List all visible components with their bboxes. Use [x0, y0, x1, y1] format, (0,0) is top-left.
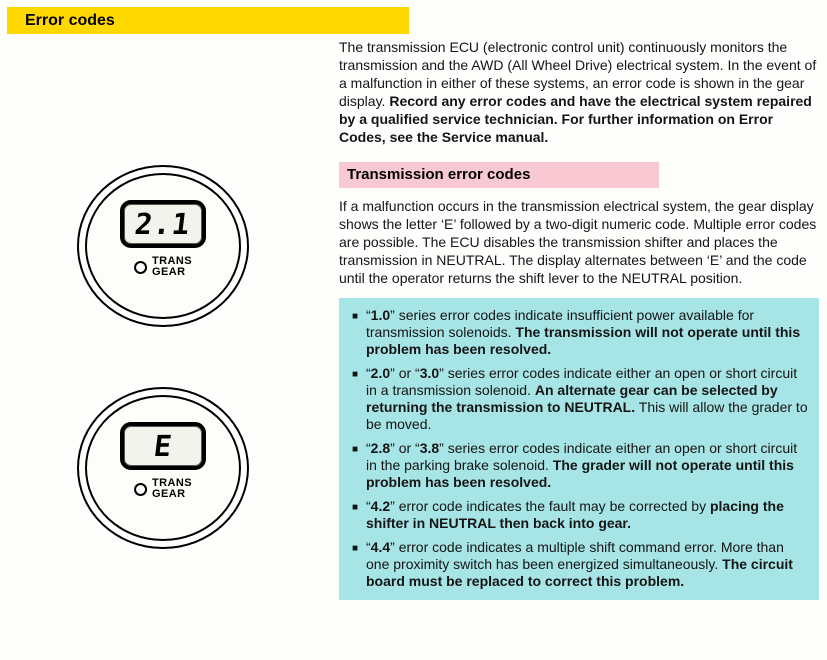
gauge-label-line1: TRANS	[152, 477, 192, 489]
lcd-digits: 2.1	[133, 207, 193, 241]
lcd-digits: E	[151, 429, 175, 463]
indicator-lamp-icon	[134, 261, 147, 274]
list-item-text: “4.4” error code indicates a multiple shift command error. More than one proximity switch has been energized simultaneously. The circuit board must be replaced to correct this problem.	[366, 539, 793, 589]
section-paragraph: If a malfunction occurs in the transmission electrical system, the gear display shows the letter ‘E’ followed by a two-digit numeric code. Multiple error codes are possible. The ECU disables the transmission shifter and places the transmission in NEUTRAL. The display alternates between ‘E’ and the code until the operator returns the shift lever to the NEUTRAL position.	[339, 198, 817, 286]
square-bullet-icon: ■	[351, 502, 359, 513]
gauge-label-line1: TRANS	[152, 255, 192, 267]
gauge-inner-ring	[85, 395, 241, 541]
gauge-outer-ring	[77, 387, 249, 549]
gauge-outer-ring	[77, 165, 249, 327]
text-column	[339, 38, 819, 600]
section-heading-transmission-error-codes: Transmission error codes	[339, 162, 659, 188]
gauge-label-line2: GEAR	[152, 266, 186, 278]
page-title: Error codes	[25, 11, 115, 29]
intro-paragraph: The transmission ECU (electronic control unit) continuously monitors the transmission and the AWD (All Wheel Drive) electrical system. In the event of a malfunction in either of these systems, an error code is shown in the gear display. Record any error codes and have the electrical system repaired by a qualified service technician. For further information on Error Codes, see the Service manual.	[339, 39, 817, 145]
gauge-label-line2: GEAR	[152, 488, 186, 500]
list-item	[344, 498, 811, 532]
list-item	[344, 307, 811, 358]
square-bullet-icon: ■	[351, 369, 359, 380]
gauge-label-row	[134, 256, 192, 278]
gauge-label	[152, 478, 192, 500]
gear-display-gauge-letter-e	[77, 387, 249, 549]
gear-display-gauge-error-code	[77, 165, 249, 327]
list-item-text: “1.0” series error codes indicate insufficient power available for transmission solenoids. The transmission will not operate until this problem has been resolved.	[366, 307, 801, 357]
list-item	[344, 440, 811, 491]
list-item-text: “2.0” or “3.0” series error codes indicate either an open or short circuit in a transmission solenoid. An alternate gear can be selected by returning the transmission to NEUTRAL. This will allow the grader to be moved.	[366, 365, 808, 432]
header-bar	[7, 7, 409, 34]
gauge-label	[152, 256, 192, 278]
square-bullet-icon: ■	[351, 543, 359, 554]
list-item	[344, 539, 811, 590]
lcd-display	[120, 422, 206, 470]
list-item-text: “2.8” or “3.8” series error codes indicate either an open or short circuit in the parking brake solenoid. The grader will not operate until this problem has been resolved.	[366, 440, 798, 490]
error-code-list	[339, 298, 819, 600]
list-item-text: “4.2” error code indicates the fault may be corrected by placing the shifter in NEUTRAL then back into gear.	[366, 498, 784, 531]
lcd-display	[120, 200, 206, 248]
gauge-inner-ring	[85, 173, 241, 319]
square-bullet-icon: ■	[351, 444, 359, 455]
list-item	[344, 365, 811, 433]
indicator-lamp-icon	[134, 483, 147, 496]
gauge-label-row	[134, 478, 192, 500]
square-bullet-icon: ■	[351, 311, 359, 322]
